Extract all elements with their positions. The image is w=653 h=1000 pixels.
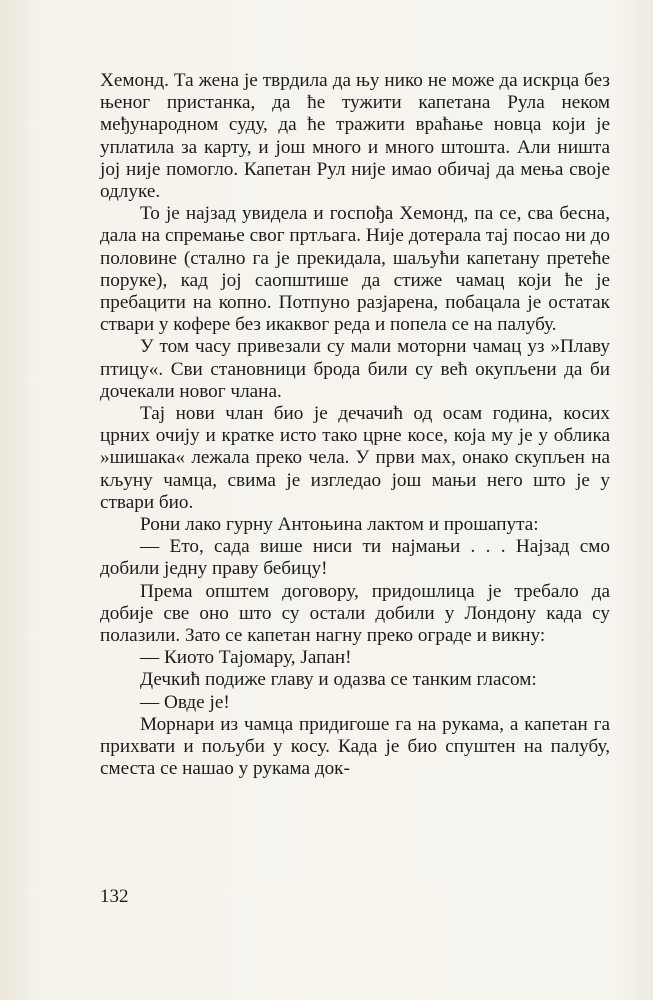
paragraph: Дечкић подиже главу и одазва се танким гласом: — [140, 669, 537, 691]
page-number: 132 — [100, 886, 129, 907]
dialogue-line: — Киото Тајомару, Јапан! — [140, 647, 352, 669]
paragraph: То је најзад увидела и госпођа Хемонд, па се, сва бесна, дала на спремање свог пртљага. Није дотерала тај посао ни до половине (стално га је прекидала, шаљући капетану претеће поруке), кад јој саопштише да стиже чамац који ће је пребацити на копно. Потпуно разјарена, побацала је остатак ствари у кофере без икаквог реда и попела се на палубу. — [100, 203, 610, 336]
paragraph: У том часу привезали су мали моторни чамац уз »Плаву птицу«. Сви становници брода били су већ окупљени да би дочекали новог члана. — [100, 336, 610, 402]
paragraph: Морнари из чамца придигоше га на рукама, а капетан га прихвати и пољуби у косу. Када је био спуштен на палубу, сместа се нашао у рукама док- — [100, 713, 610, 780]
paragraph: Према општем договору, придошлица је требало да добије све оно што су остали добили у Лондону када су полазили. Зато се капетан нагну преко ограде и викну: — [100, 580, 610, 647]
paragraph: Тај нови члан био је дечачић од осам година, косих црних очију и кратке исто тако црне косе, која му је у облика »шишака« лежала преко чела. У први мах, онако скупљен на кљуну чамца, свима је изгледао још мањи него што је у ствари био. — [100, 403, 610, 513]
dialogue-line: — Овде је! — [140, 691, 230, 713]
body-text — [100, 70, 610, 781]
dialogue-line: — Ето, сада више ниси ти најмањи . . . Најзад смо добили једну праву бебицу! — [100, 536, 610, 580]
paragraph-continued: Хемонд. Та жена је тврдила да њу нико не може да искрца без њеног пристанка, да ће тужити капетана Рула неком међународном суду, да ће тражити враћање новца који је уплатила за карту, и још много и много штошта. Али ништа јој није помогло. Капетан Рул није имао обичај да мења своје одлуке. — [100, 70, 610, 203]
paragraph: Рони лако гурну Антоњина лактом и прошапута: — [140, 514, 539, 536]
